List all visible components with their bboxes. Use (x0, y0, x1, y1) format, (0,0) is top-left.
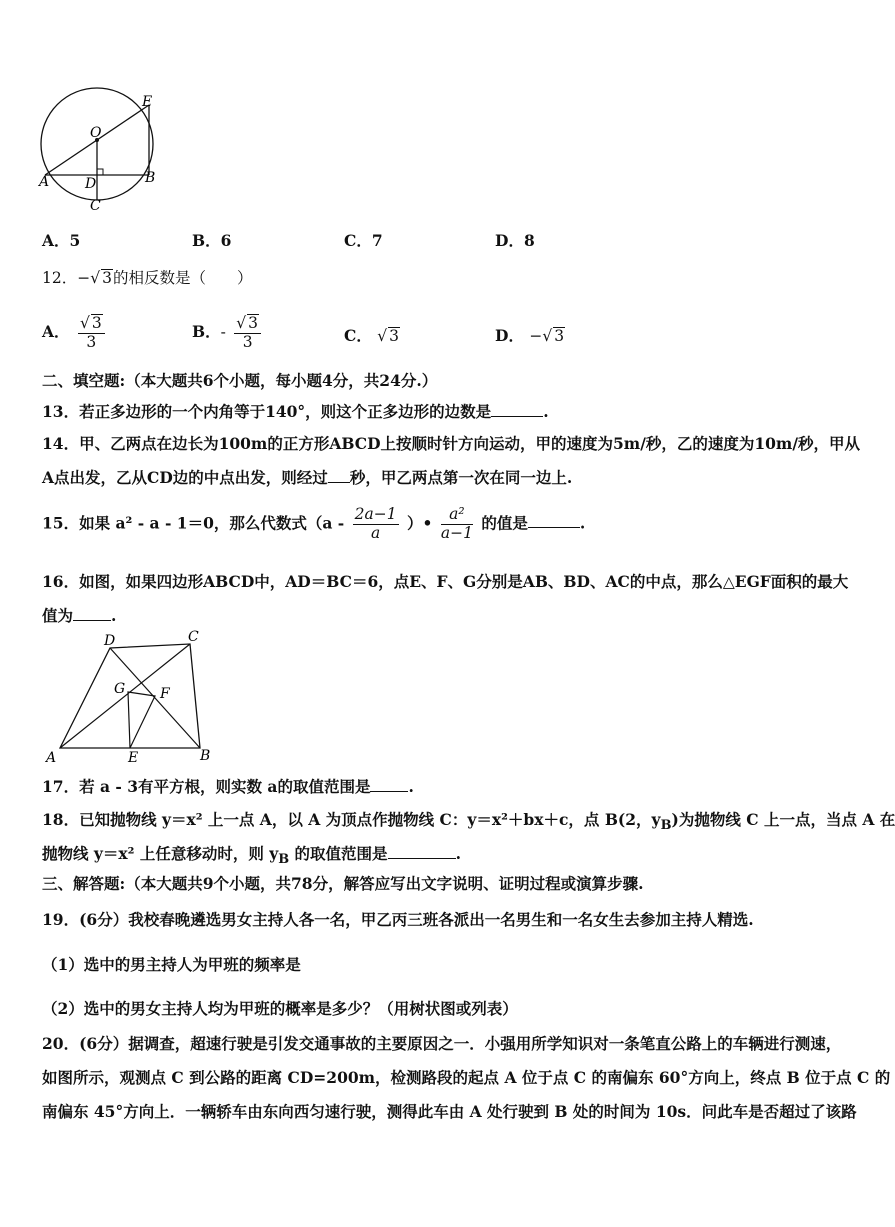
question-17: 17．若 a - 3有平方根，则实数 a的取值范围是 . (42, 777, 414, 796)
label-E: E (142, 94, 153, 110)
question-16-line-1: 16．如图，如果四边形ABCD中，AD＝BC＝6，点E、F、G分别是AB、BD、AC的中点，那么△EGF面积的最大 (42, 572, 849, 591)
label-C: C (188, 629, 199, 645)
question-20-line-2: 如图所示，观测点 C 到公路的距离 CD=200m，检测路段的起点 A 位于点 C 的南偏东 60°方向上，终点 B 位于点 C 的 (42, 1068, 891, 1087)
question-18-line-2: 抛物线 y＝x² 上任意移动时，则 $y_B$ 的取值范围是 . (42, 844, 461, 868)
label-F: F (160, 686, 170, 702)
question-14-line-1: 14．甲、乙两点在边长为100m的正方形ABCD上按顺时针方向运动，甲的速度为5m/秒，乙的速度为10m/秒，甲从 (42, 434, 860, 453)
question-14-line-2: A点出发，乙从CD边的中点出发，则经过 秒，甲乙两点第一次在同一边上. (42, 468, 573, 487)
question-18-line-1: 18．已知抛物线 y＝x² 上一点 A，以 A 为顶点作抛物线 C：y＝x²＋bx＋c，点 B(2，$y_B$)为抛物线 C 上一点，当点 A 在 (42, 810, 895, 834)
question-16-line-2: 值为 . (42, 606, 117, 625)
q11-option-d: D．8 (495, 231, 535, 250)
label-B: B (200, 748, 211, 764)
label-D: D (104, 633, 116, 649)
label-A: A (46, 750, 57, 766)
question-19: 19．(6分）我校春晚遴选男女主持人各一名，甲乙丙三班各派出一名男生和一名女生去参加主持人精选. (42, 910, 754, 929)
question-20-line-3: 南偏东 45°方向上．一辆轿车由东向西匀速行驶，测得此车由 A 处行驶到 B 处的时间为 10s．问此车是否超过了该路 (42, 1102, 857, 1121)
q12-option-a: A． $\frac{√ 3}{3}$ (42, 314, 108, 352)
question-15: 15．如果 a² - a - 1＝0，那么代数式（a - $\frac{2a-1}{a}$ ）• $\frac{\text{a²}}{a-1}$ 的值是 . (42, 505, 586, 542)
q12-radicand: 3 (102, 269, 112, 287)
question-20-line-1: 20．(6分）据调查，超速行驶是引发交通事故的主要原因之一．小强用所学知识对一条笔直公路上的车辆进行测速， (42, 1034, 842, 1053)
q12-stem: 的相反数是（ ） (113, 269, 253, 287)
question-19-part-2: （2）选中的男女主持人均为甲班的概率是多少？（用树状图或列表） (42, 999, 518, 1018)
section-3-heading: 三、解答题:（本大题共9个小题，共78分，解答应写出文字说明、证明过程或演算步骤. (42, 874, 644, 893)
question-12: 12．−√ 3的相反数是（ ） (42, 269, 253, 287)
q11-option-a: A．5 (42, 231, 81, 250)
section-2-heading: 二、填空题:（本大题共6个小题，每小题4分，共24分.） (42, 371, 438, 390)
q11-option-b: B．6 (192, 231, 232, 250)
label-E: E (128, 750, 139, 766)
q12-number: 12． (42, 269, 78, 287)
q12-option-c: C． √ 3 (344, 326, 400, 345)
label-A: A (39, 174, 50, 190)
question-19-part-1: （1）选中的男主持人为甲班的频率是 (42, 955, 301, 974)
label-G: G (114, 681, 126, 697)
q12-option-b: B．- $\frac{√ 3}{3}$ (192, 314, 264, 352)
q12-minus: − (77, 269, 91, 287)
circle-figure (30, 90, 170, 220)
quadrilateral-figure (40, 628, 220, 768)
q12-option-d: D． −√ 3 (495, 326, 565, 345)
label-D: D (85, 176, 97, 192)
q11-option-c: C．7 (344, 231, 383, 250)
label-O: O (90, 125, 102, 141)
question-13: 13．若正多边形的一个内角等于140°，则这个正多边形的边数是 . (42, 402, 549, 421)
label-C: C (90, 198, 101, 214)
label-B: B (145, 170, 156, 186)
